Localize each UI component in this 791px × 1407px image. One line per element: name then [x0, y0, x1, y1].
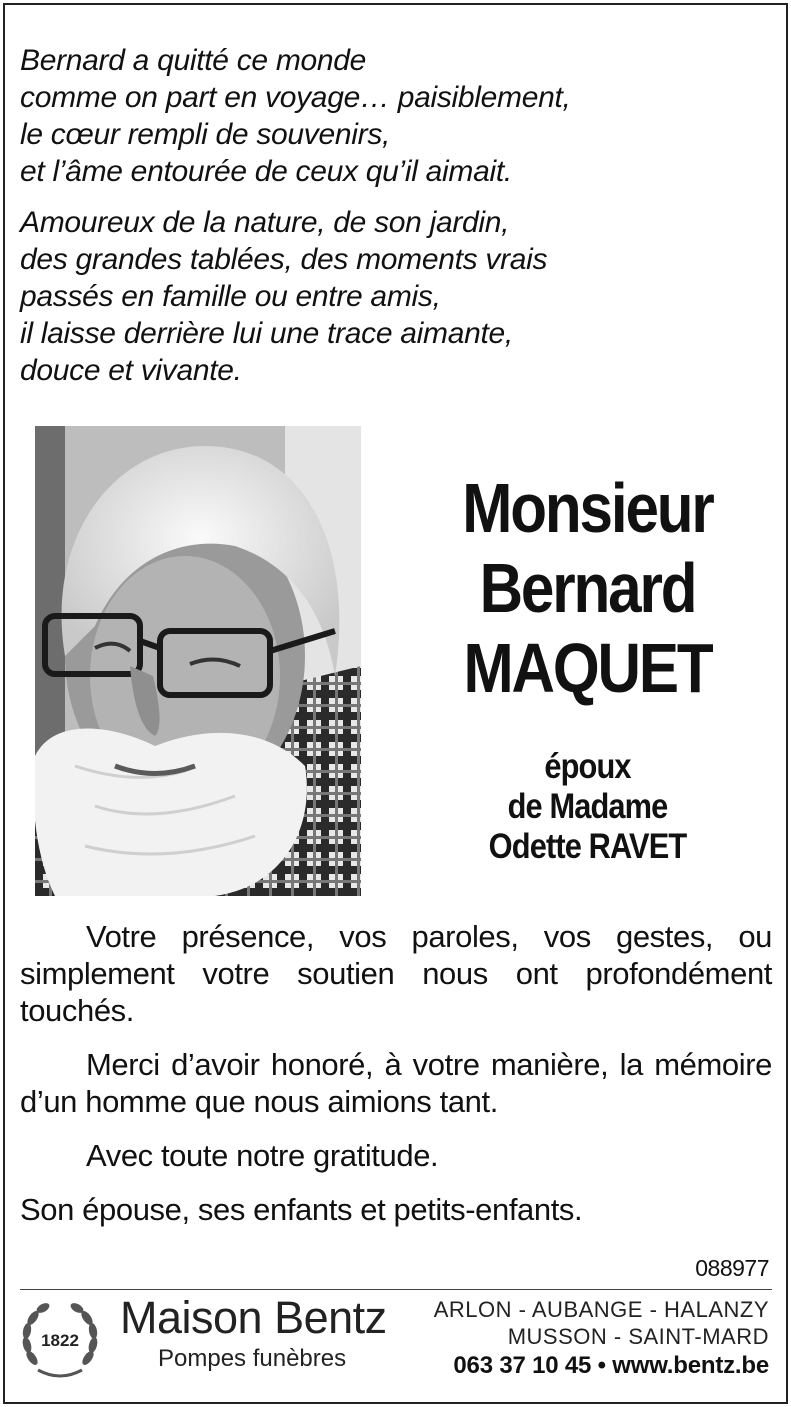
funeral-home-locations — [434, 1296, 769, 1350]
funeral-home-brand: Maison Bentz — [120, 1292, 387, 1343]
poem-line: le cœur rempli de souvenirs, — [20, 118, 391, 151]
spouse-info — [390, 747, 785, 867]
footer-divider — [20, 1289, 772, 1290]
poem-stanza-1 — [20, 42, 760, 190]
portrait-photo — [35, 426, 361, 896]
locations-line-1: ARLON - AUBANGE - HALANZY — [433, 1297, 769, 1322]
poem-line: Amoureux de la nature, de son jardin, — [20, 206, 510, 239]
poem-line: Bernard a quitté ce monde — [20, 44, 367, 77]
funeral-home-tagline: Pompes funèbres — [158, 1345, 347, 1372]
thanks-text — [20, 918, 772, 1245]
poem-line: passés en famille ou entre amis, — [20, 280, 441, 313]
deceased-last-name: MAQUET — [463, 629, 712, 707]
poem-line: douce et vivante. — [20, 354, 242, 387]
poem-line: et l’âme entourée de ceux qu’il aimait. — [20, 155, 512, 188]
poem-stanza-2 — [20, 204, 760, 389]
thanks-paragraph-2: Merci d’avoir honoré, à votre manière, la mémoire d’un homme que nous aimions tant. — [20, 1047, 772, 1119]
deceased-name — [390, 468, 785, 708]
spouse-prefix: de Madame — [507, 787, 668, 826]
deceased-first-name: Bernard — [479, 549, 696, 627]
poem-line: comme on part en voyage… paisiblement, — [20, 81, 571, 114]
poem — [20, 42, 760, 403]
poem-line: il laisse derrière lui une trace aimante, — [20, 317, 513, 350]
portrait-illustration — [35, 426, 361, 896]
seal-year: 1822 — [41, 1331, 79, 1350]
laurel-seal-icon — [18, 1298, 102, 1382]
family-signature: Son épouse, ses enfants et petits-enfants. — [20, 1192, 583, 1227]
reference-number: 088977 — [695, 1255, 769, 1281]
thanks-paragraph-1: Votre présence, vos paroles, vos gestes, ou simplement votre soutien nous ont profondément touchés. — [20, 919, 772, 1028]
poem-line: des grandes tablées, des moments vrais — [20, 243, 548, 276]
deceased-title: Monsieur — [462, 469, 713, 547]
thanks-paragraph-3: Avec toute notre gratitude. — [86, 1138, 439, 1173]
funeral-home-contact: 063 37 10 45 • www.bentz.be — [453, 1352, 769, 1379]
locations-line-2: MUSSON - SAINT-MARD — [507, 1324, 769, 1349]
spouse-relation: époux — [544, 747, 631, 786]
spouse-name: Odette RAVET — [488, 827, 687, 866]
